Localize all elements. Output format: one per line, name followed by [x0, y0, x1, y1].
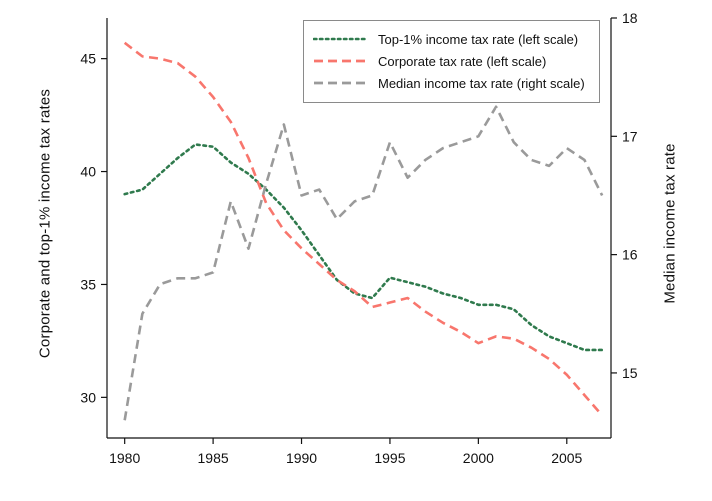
legend-key-median	[313, 76, 369, 90]
y-axis-left-title: Corporate and top-1% income tax rates	[36, 88, 54, 359]
legend-label-top1: Top-1% income tax rate (left scale)	[378, 31, 579, 47]
series-line	[125, 107, 602, 421]
y-axis-right-tick-label: 15	[622, 364, 638, 381]
y-axis-right-tick-label: 17	[622, 128, 638, 145]
x-axis-tick-label: 1995	[374, 450, 406, 466]
y-axis-left-tick-label: 30	[80, 389, 96, 406]
y-axis-left-tick-label: 40	[80, 163, 96, 180]
x-axis-tick-label: 2000	[462, 450, 494, 466]
chart-legend	[303, 20, 600, 103]
x-axis-tick-label: 2005	[551, 450, 583, 466]
legend-key-corporate	[313, 54, 369, 68]
y-axis-left-tick-label: 45	[80, 50, 96, 67]
legend-key-top1	[313, 32, 369, 46]
legend-label-corporate: Corporate tax rate (left scale)	[378, 53, 547, 69]
x-axis-tick-label: 1985	[197, 450, 229, 466]
legend-item-corporate	[313, 50, 590, 72]
y-axis-left-tick-label: 35	[80, 276, 96, 293]
y-axis-right-tick-label: 16	[622, 246, 638, 263]
legend-item-top1	[313, 28, 590, 50]
legend-label-median: Median income tax rate (right scale)	[378, 75, 585, 91]
legend-item-median	[313, 72, 590, 94]
series-line	[125, 144, 602, 349]
x-axis-tick-label: 1990	[285, 450, 318, 466]
y-axis-right-tick-label: 18	[622, 10, 638, 26]
x-axis-tick-label: 1980	[109, 450, 141, 466]
y-axis-right-title: Median income tax rate	[661, 143, 679, 304]
